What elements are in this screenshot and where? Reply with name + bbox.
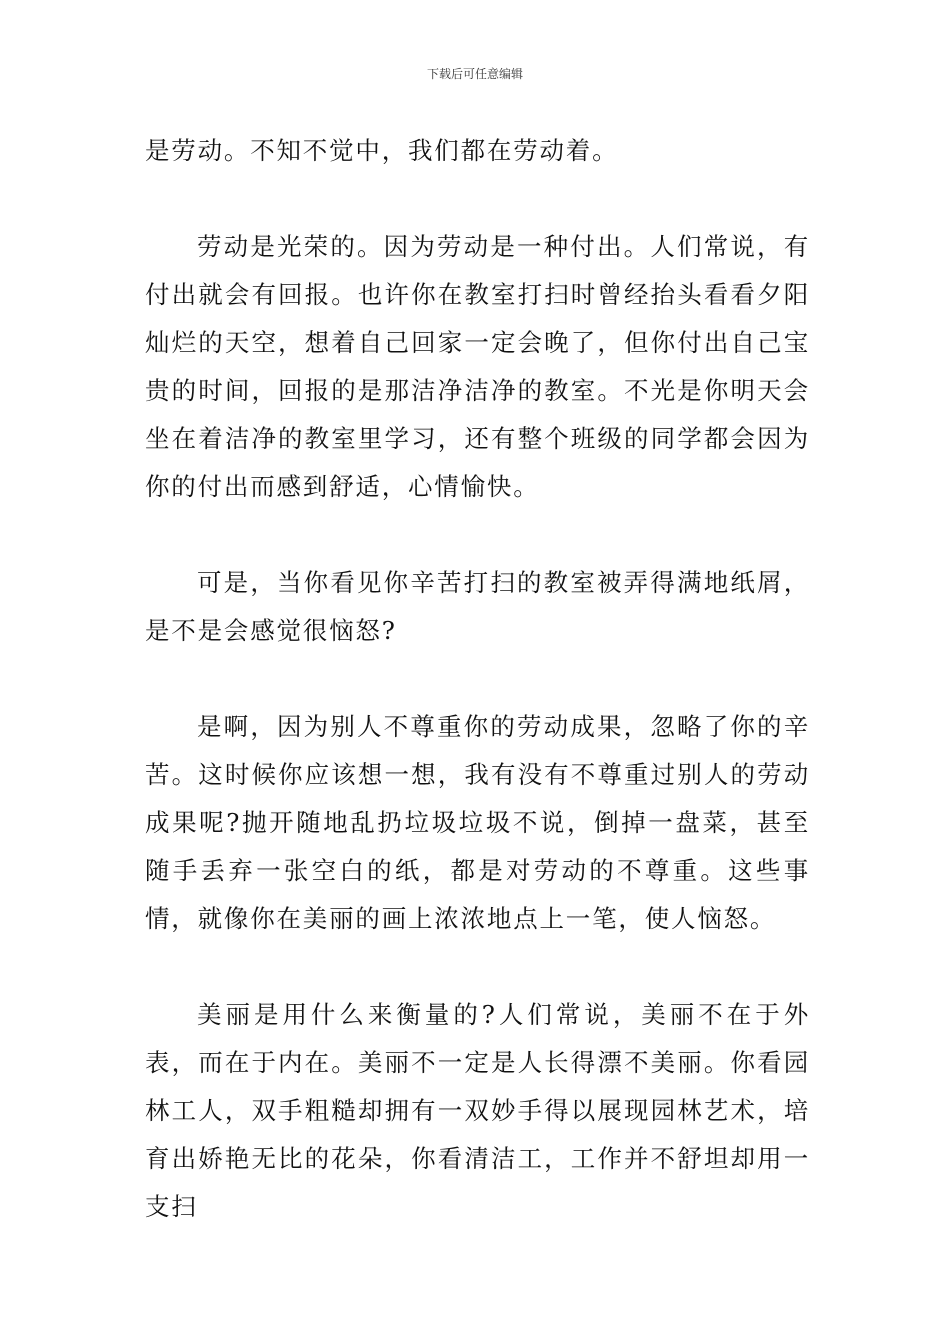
paragraph-4: 是啊，因为别人不尊重你的劳动成果，忽略了你的辛苦。这时候你应该想一想，我有没有不尊重过别人的劳动成果呢?抛开随地乱扔垃圾垃圾不说，倒掉一盘菜，甚至随手丢弃一张空白的纸，都是对劳动的不尊重。这些事情，就像你在美丽的画上浓浓地点上一笔，使人恼怒。 [145,712,810,933]
paragraph-gap [145,655,810,703]
paragraph-gap [145,511,810,559]
paragraph-1: 是劳动。不知不觉中，我们都在劳动着。 [145,136,619,165]
document-body [145,127,810,1231]
page-header: 下载后可任意编辑 [426,67,523,81]
paragraph-3: 可是，当你看见你辛苦打扫的教室被弄得满地纸屑，是不是会感觉很恼怒? [145,568,810,645]
paragraph-2: 劳动是光荣的。因为劳动是一种付出。人们常说，有付出就会有回报。也许你在教室打扫时曾经抬头看看夕阳灿烂的天空，想着自己回家一定会晚了，但你付出自己宝贵的时间，回报的是那洁净洁净的教室。不光是你明天会坐在着洁净的教室里学习，还有整个班级的同学都会因为你的付出而感到舒适，心情愉快。 [145,232,810,501]
paragraph-5: 美丽是用什么来衡量的?人们常说，美丽不在于外表，而在于内在。美丽不一定是人长得漂不美丽。你看园林工人，双手粗糙却拥有一双妙手得以展现园林艺术，培育出娇艳无比的花朵，你看清洁工，工作并不舒坦却用一支扫 [145,1000,810,1221]
paragraph-gap [145,175,810,223]
paragraph-gap [145,943,810,991]
